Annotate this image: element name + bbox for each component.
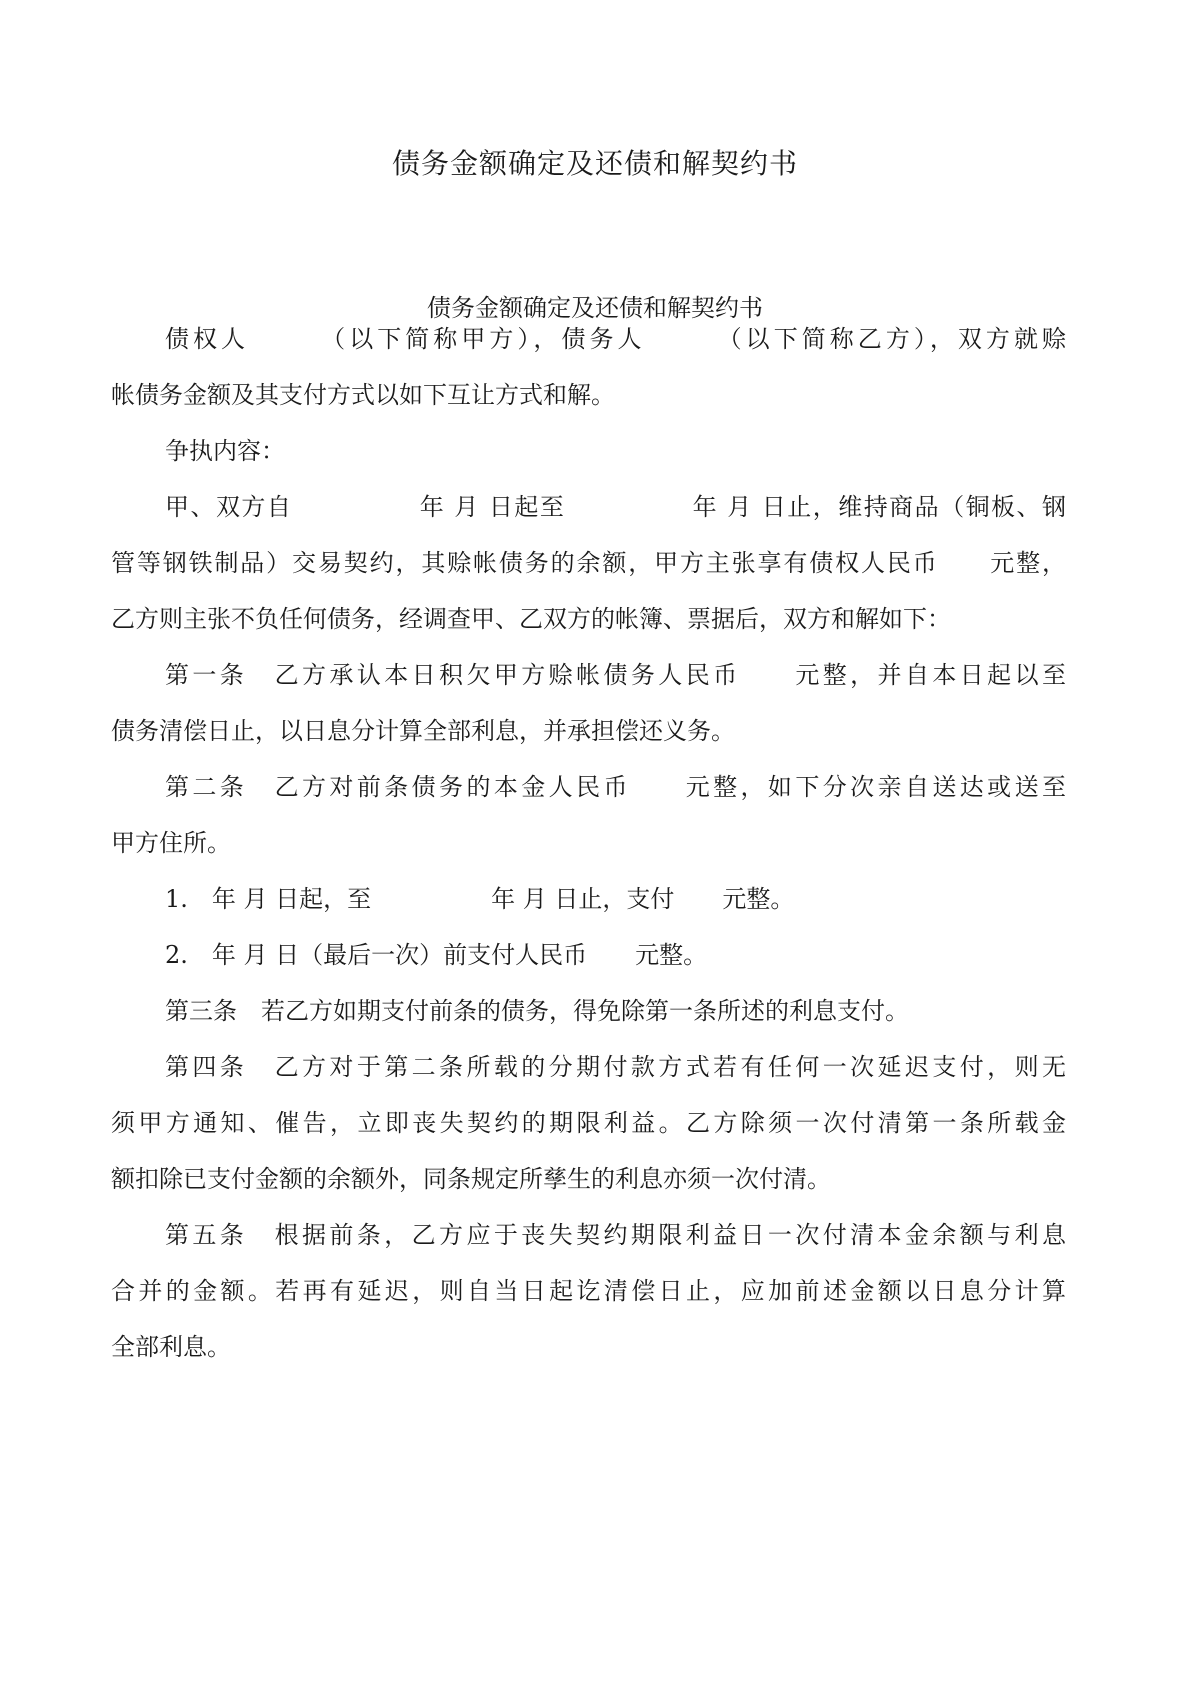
paragraph-line: 额扣除已支付金额的余额外，同条规定所孳生的利息亦须一次付清。 <box>111 1165 831 1193</box>
paragraph-line: 第三条 若乙方如期支付前条的债务，得免除第一条所述的利息支付。 <box>165 997 909 1025</box>
paragraph-line: 2. 年 月 日（最后一次）前支付人民币 元整。 <box>165 941 708 969</box>
paragraph-line: 管等钢铁制品）交易契约，其赊帐债务的余额，甲方主张享有债权人民币 元整， <box>111 549 1066 577</box>
paragraph-line: 乙方则主张不负任何债务，经调查甲、乙双方的帐簿、票据后，双方和解如下： <box>111 605 951 633</box>
paragraph-line: 帐债务金额及其支付方式以如下互让方式和解。 <box>111 381 615 409</box>
paragraph-line: 第四条 乙方对于第二条所载的分期付款方式若有任何一次延迟支付，则无 <box>165 1053 1066 1081</box>
document-title: 债务金额确定及还债和解契约书 <box>391 147 798 180</box>
paragraph-line: 甲方住所。 <box>111 829 231 857</box>
paragraph-line: 全部利息。 <box>111 1333 231 1361</box>
paragraph-line: 合并的金额。若再有延迟，则自当日起讫清偿日止，应加前述金额以日息分计算 <box>111 1277 1066 1305</box>
paragraph-line: 债务清偿日止，以日息分计算全部利息，并承担偿还义务。 <box>111 717 735 745</box>
paragraph-line: 第二条 乙方对前条债务的本金人民币 元整，如下分次亲自送达或送至 <box>165 773 1066 801</box>
paragraph-line: 第一条 乙方承认本日积欠甲方赊帐债务人民币 元整，并自本日起以至 <box>165 661 1066 689</box>
paragraph-line: 须甲方通知、催告，立即丧失契约的期限利益。乙方除须一次付清第一条所载金 <box>111 1109 1066 1137</box>
paragraph-line: 1. 年 月 日起，至 年 月 日止，支付 元整。 <box>165 885 795 913</box>
paragraph-line: 第五条 根据前条，乙方应于丧失契约期限利益日一次付清本金余额与利息 <box>165 1221 1066 1249</box>
document-subtitle: 债务金额确定及还债和解契约书 <box>427 294 763 322</box>
paragraph-line: 甲、双方自 年 月 日起至 年 月 日止，维持商品（铜板、钢 <box>165 493 1066 521</box>
paragraph-line: 债权人 （以下简称甲方），债务人 （以下简称乙方），双方就赊 <box>165 325 1066 353</box>
paragraph-line: 争执内容： <box>165 437 285 465</box>
